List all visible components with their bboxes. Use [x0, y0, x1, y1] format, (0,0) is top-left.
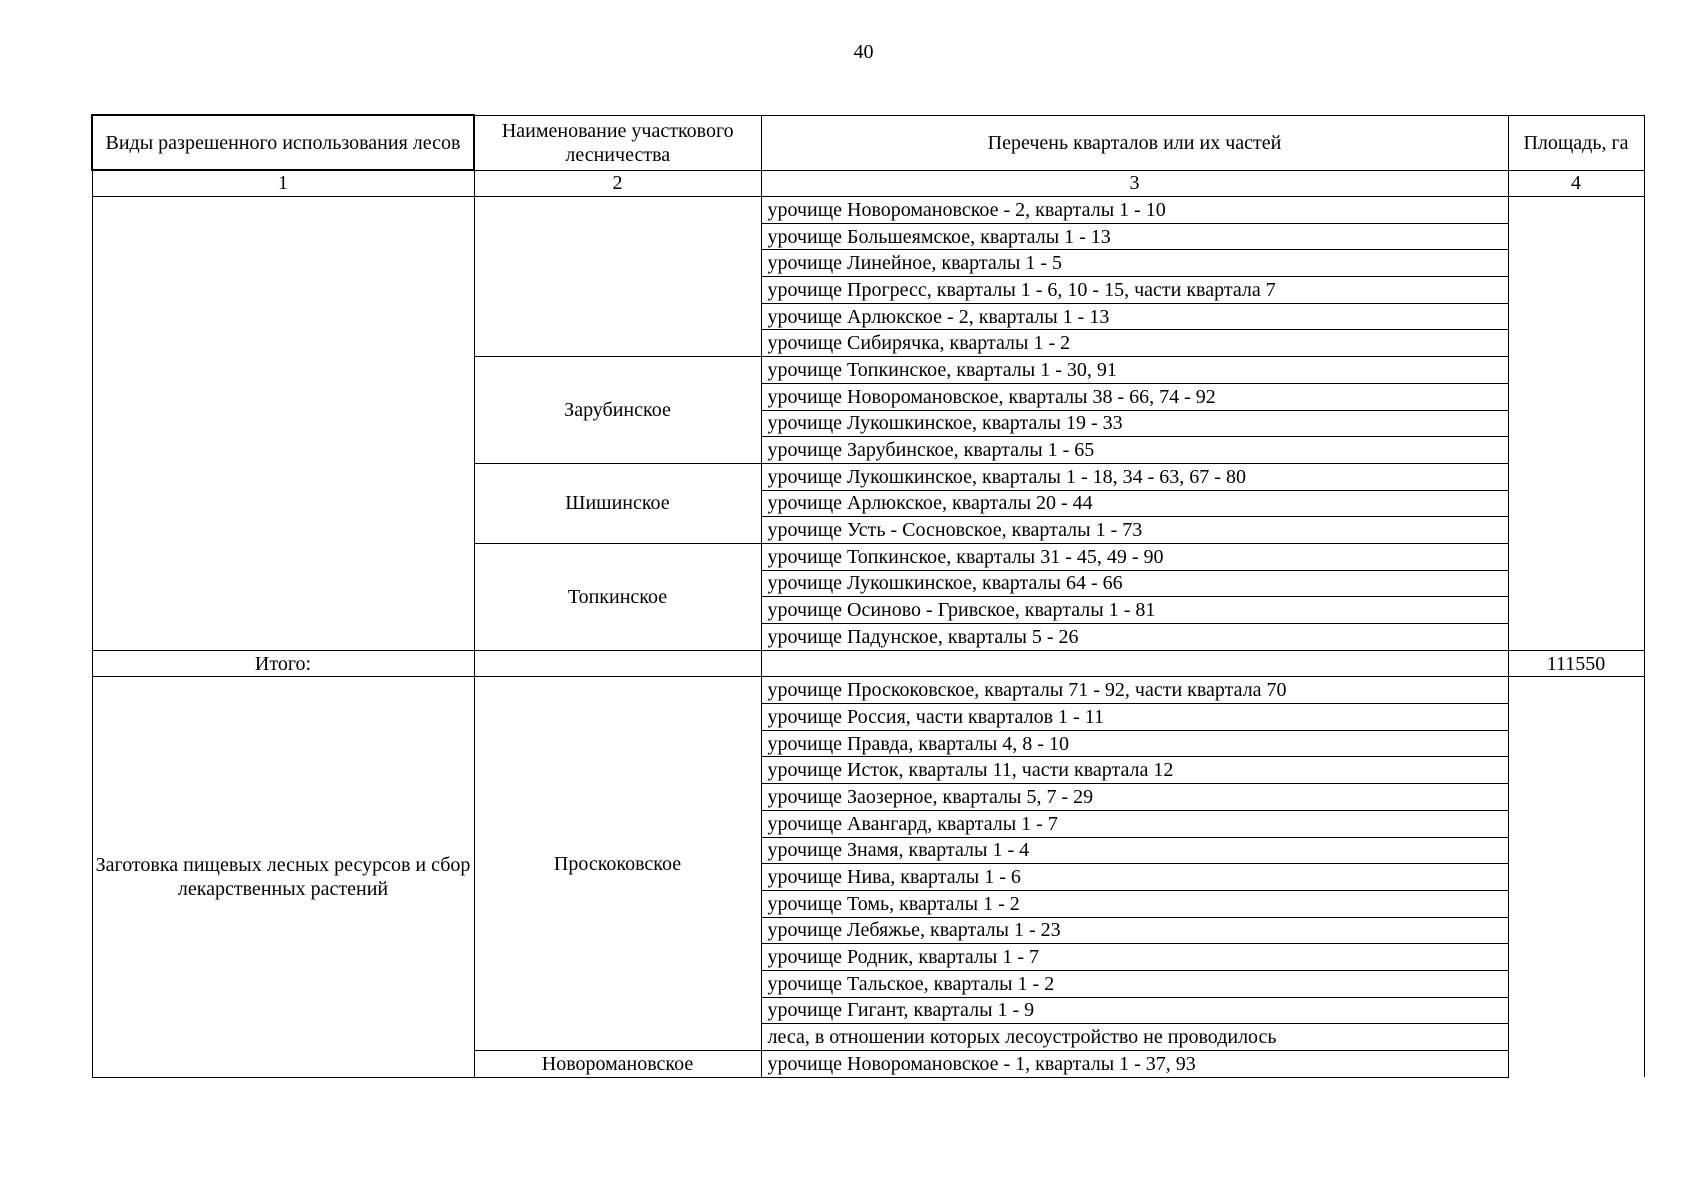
- tract-cell: урочище Арлюкское, кварталы 20 - 44: [761, 490, 1508, 517]
- tract-cell: урочище Арлюкское - 2, кварталы 1 - 13: [761, 303, 1508, 330]
- total-row: [92, 650, 1644, 677]
- forestry-cell: Топкинское: [474, 543, 761, 650]
- column-number: 2: [474, 170, 761, 197]
- tract-cell: урочище Россия, части кварталов 1 - 11: [761, 704, 1508, 731]
- tract-cell: урочище Проскоковское, кварталы 71 - 92, части квартала 70: [761, 677, 1508, 704]
- tract-cell: урочище Тальское, кварталы 1 - 2: [761, 970, 1508, 997]
- total-area: 111550: [1508, 650, 1644, 677]
- tract-cell: урочище Авангард, кварталы 1 - 7: [761, 810, 1508, 837]
- header-use-type: Виды разрешенного использования лесов: [92, 115, 474, 170]
- tract-cell: урочище Новоромановское - 2, кварталы 1 - 10: [761, 197, 1508, 224]
- column-number: 4: [1508, 170, 1644, 197]
- tract-cell: урочище Топкинское, кварталы 31 - 45, 49 - 90: [761, 543, 1508, 570]
- tract-cell: урочище Падунское, кварталы 5 - 26: [761, 624, 1508, 651]
- tract-cell: урочище Лебяжье, кварталы 1 - 23: [761, 917, 1508, 944]
- area-cell-continues: [1508, 677, 1644, 1077]
- forestry-cell: Проскоковское: [474, 677, 761, 1051]
- forestry-cell: Шишинское: [474, 463, 761, 543]
- total-empty-cell: [761, 650, 1508, 677]
- table-header-row: [92, 115, 1644, 170]
- column-number: 1: [92, 170, 474, 197]
- tract-cell: урочище Знамя, кварталы 1 - 4: [761, 837, 1508, 864]
- tract-cell: урочище Правда, кварталы 4, 8 - 10: [761, 730, 1508, 757]
- forestry-cell-continued: [474, 197, 761, 357]
- tract-cell: урочище Заозерное, кварталы 5, 7 - 29: [761, 784, 1508, 811]
- page-number: 40: [853, 41, 874, 63]
- tract-cell: урочище Топкинское, кварталы 1 - 30, 91: [761, 357, 1508, 384]
- tract-cell: урочище Линейное, кварталы 1 - 5: [761, 250, 1508, 277]
- area-cell-continued: [1508, 197, 1644, 651]
- tract-cell: урочище Лукошкинское, кварталы 19 - 33: [761, 410, 1508, 437]
- tract-cell: урочище Усть - Сосновское, кварталы 1 - 73: [761, 517, 1508, 544]
- tract-cell: урочище Зарубинское, кварталы 1 - 65: [761, 437, 1508, 464]
- column-number: 3: [761, 170, 1508, 197]
- tract-cell: урочище Новоромановское - 1, кварталы 1 - 37, 93: [761, 1051, 1508, 1078]
- tract-cell: урочище Лукошкинское, кварталы 1 - 18, 34 - 63, 67 - 80: [761, 463, 1508, 490]
- forestry-cell: Зарубинское: [474, 357, 761, 464]
- tract-cell: урочище Сибирячка, кварталы 1 - 2: [761, 330, 1508, 357]
- total-empty-cell: [474, 650, 761, 677]
- total-label: Итого:: [92, 650, 474, 677]
- table-row: [92, 677, 1644, 704]
- tract-cell: урочище Томь, кварталы 1 - 2: [761, 890, 1508, 917]
- header-area: Площадь, га: [1508, 115, 1644, 170]
- tract-cell: урочище Гигант, кварталы 1 - 9: [761, 997, 1508, 1024]
- header-tracts: Перечень кварталов или их частей: [761, 115, 1508, 170]
- tract-cell: урочище Прогресс, кварталы 1 - 6, 10 - 15, части квартала 7: [761, 277, 1508, 304]
- forest-use-table: [91, 114, 1645, 1078]
- tract-cell: урочище Осиново - Гривское, кварталы 1 - 81: [761, 597, 1508, 624]
- tract-cell: урочище Большеямское, кварталы 1 - 13: [761, 223, 1508, 250]
- tract-cell: урочище Родник, кварталы 1 - 7: [761, 944, 1508, 971]
- use-type-cell-continued: [92, 197, 474, 651]
- tract-cell: урочище Нива, кварталы 1 - 6: [761, 864, 1508, 891]
- header-forestry: Наименование участкового лесничества: [474, 115, 761, 170]
- forestry-cell: Новоромановское: [474, 1051, 761, 1078]
- tract-cell: урочище Исток, кварталы 11, части квартала 12: [761, 757, 1508, 784]
- column-number-row: [92, 170, 1644, 197]
- use-type-cell: Заготовка пищевых лесных ресурсов и сбор лекарственных растений: [92, 677, 474, 1077]
- tract-cell: урочище Новоромановское, кварталы 38 - 66, 74 - 92: [761, 383, 1508, 410]
- table-row: [92, 197, 1644, 224]
- tract-cell: урочище Лукошкинское, кварталы 64 - 66: [761, 570, 1508, 597]
- tract-cell: леса, в отношении которых лесоустройство не проводилось: [761, 1024, 1508, 1051]
